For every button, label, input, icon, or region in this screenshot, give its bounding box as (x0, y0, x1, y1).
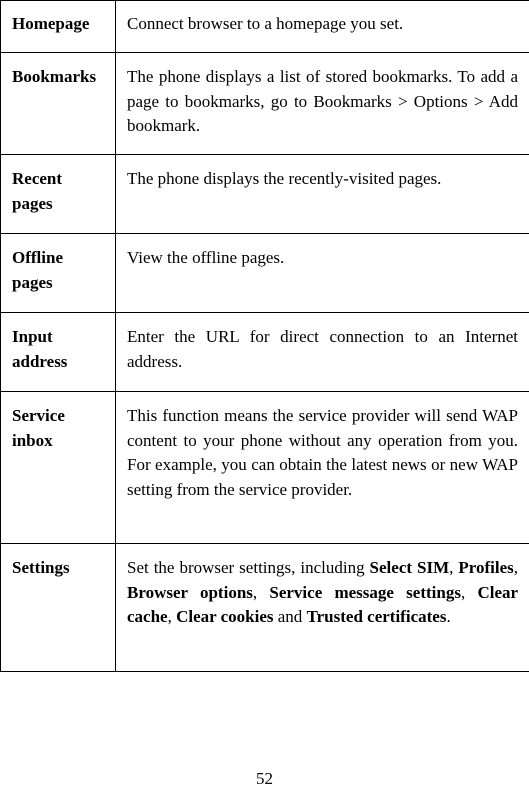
description-cell: The phone displays the recently-visited pages. (116, 155, 529, 234)
and-text: and (274, 607, 307, 626)
browser-options-option: Browser options (127, 583, 253, 602)
table-row (1, 392, 529, 544)
table-row (1, 234, 529, 313)
settings-intro-text: Set the browser settings, including (127, 558, 370, 577)
select-sim-option: Select SIM (370, 558, 450, 577)
separator-text: , (449, 558, 458, 577)
separator-text: , (168, 607, 177, 626)
clear-cache-option: Clear cache (127, 583, 518, 627)
table-row (1, 544, 529, 672)
description-cell: The phone displays a list of stored bookmarks. To add a page to bookmarks, go to Bookmarks > Options > Add bookmark. (116, 53, 529, 155)
description-cell: Connect browser to a homepage you set. (116, 1, 529, 53)
term-cell: Homepage (1, 1, 116, 53)
description-cell: Enter the URL for direct connection to an Internet address. (116, 313, 529, 392)
description-cell: This function means the service provider will send WAP content to your phone without any operation from you. For example, you can obtain the latest news or new WAP setting from the service provider. (116, 392, 529, 544)
term-cell: Settings (1, 544, 116, 672)
trusted-certificates-option: Trusted certificates (307, 607, 447, 626)
separator-text: , (514, 558, 518, 577)
service-message-settings-option: Service message settings (269, 583, 461, 602)
table-row (1, 155, 529, 234)
description-cell (116, 544, 529, 672)
term-cell: Offline pages (1, 234, 116, 313)
term-cell: Service inbox (1, 392, 116, 544)
table-row (1, 53, 529, 155)
period-text: . (446, 607, 450, 626)
separator-text: , (253, 583, 269, 602)
term-cell: Bookmarks (1, 53, 116, 155)
term-cell: Recent pages (1, 155, 116, 234)
term-cell: Input address (1, 313, 116, 392)
profiles-option: Profiles (458, 558, 513, 577)
page-number: 52 (0, 769, 529, 789)
table-row (1, 313, 529, 392)
separator-text: , (461, 583, 477, 602)
description-cell: View the offline pages. (116, 234, 529, 313)
table-row (1, 1, 529, 53)
clear-cookies-option: Clear cookies (176, 607, 273, 626)
